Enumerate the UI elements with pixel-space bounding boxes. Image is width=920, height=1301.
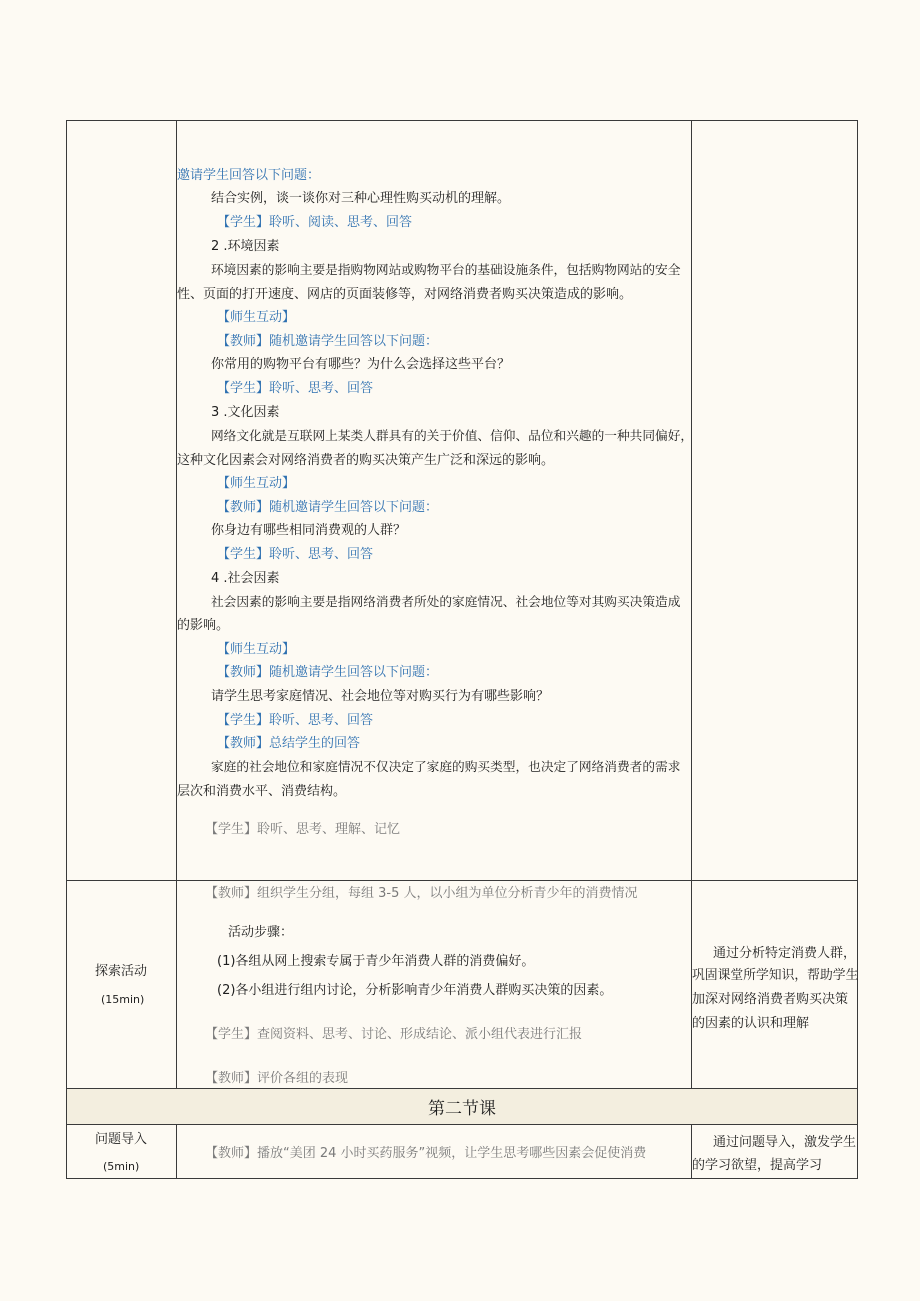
row1-line-22: 请学生思考家庭情况、社会地位等对购买行为有哪些影响？ xyxy=(211,689,550,704)
row2-intent-line-1: 巩固课堂所学知识，帮助学生 xyxy=(692,968,859,983)
row-divider-1 xyxy=(67,880,857,881)
row1-line-13: 【师生互动】 xyxy=(217,476,296,491)
row1-line-0: 邀请学生回答以下问题： xyxy=(177,168,321,183)
section-header-title: 第二节课 xyxy=(428,1099,496,1119)
row1-line-7: 【教师】随机邀请学生回答以下问题： xyxy=(217,334,439,349)
row1-line-11: 网络文化就是互联网上某类人群具有的关于价值、信仰、品位和兴趣的一种共同偏好， xyxy=(211,428,694,443)
row1-line-9: 【学生】聆听、思考、回答 xyxy=(217,381,374,396)
stage-time-explore: (15min) xyxy=(101,993,145,1006)
row2-line-1: 活动步骤： xyxy=(228,925,294,940)
row1-line-21: 【教师】随机邀请学生回答以下问题： xyxy=(217,665,439,680)
row2-line-3: (2)各小组进行组内讨论，分析影响青少年消费人群购买决策的因素。 xyxy=(217,983,613,998)
row3-intent-line-1: 的学习欲望，提高学习 xyxy=(692,1158,823,1173)
row3-intent-line-0: 通过问题导入，激发学生 xyxy=(713,1135,857,1150)
stage-label-explore: 探索活动 xyxy=(95,964,148,979)
row1-line-24: 【教师】总结学生的回答 xyxy=(217,736,361,751)
row1-line-27: 【学生】聆听、思考、理解、记忆 xyxy=(205,822,401,837)
row1-line-5: 性、页面的打开速度、网店的页面装修等，对网络消费者购买决策造成的影响。 xyxy=(177,287,633,302)
row2-line-0: 【教师】组织学生分组，每组 3-5 人，以小组为单位分析青少年的消费情况 xyxy=(205,886,638,901)
row1-line-20: 【师生互动】 xyxy=(217,642,296,657)
column-divider-1 xyxy=(176,121,177,1089)
row1-line-6: 【师生互动】 xyxy=(217,310,296,325)
row2-line-5: 【教师】评价各组的表现 xyxy=(205,1071,349,1086)
row2-line-4: 【学生】查阅资料、思考、讨论、形成结论、派小组代表进行汇报 xyxy=(205,1027,583,1042)
row1-line-15: 你身边有哪些相同消费观的人群？ xyxy=(211,523,407,538)
stage-label-intro: 问题导入 xyxy=(95,1132,148,1147)
row3-line: 【教师】播放“美团 24 小时买药服务”视频，让学生思考哪些因素会促使消费 xyxy=(205,1146,647,1161)
row2-line-2: (1)各组从网上搜索专属于青少年消费人群的消费偏好。 xyxy=(217,954,535,969)
row1-line-19: 的影响。 xyxy=(177,618,230,633)
column-divider-1b xyxy=(176,1124,177,1179)
row1-line-2: 【学生】聆听、阅读、思考、回答 xyxy=(217,215,413,230)
row1-line-26: 层次和消费水平、消费结构。 xyxy=(177,784,347,799)
row1-line-23: 【学生】聆听、思考、回答 xyxy=(217,713,374,728)
row-divider-3 xyxy=(67,1124,857,1125)
row1-line-12: 这种文化因素会对网络消费者的购买决策产生广泛和深远的影响。 xyxy=(177,453,555,468)
row2-intent-line-0: 通过分析特定消费人群， xyxy=(713,946,857,961)
row1-line-25: 家庭的社会地位和家庭情况不仅决定了家庭的购买类型，也决定了网络消费者的需求 xyxy=(211,759,681,774)
column-divider-2 xyxy=(691,121,692,1089)
row1-line-14: 【教师】随机邀请学生回答以下问题： xyxy=(217,500,439,515)
row1-line-16: 【学生】聆听、思考、回答 xyxy=(217,547,374,562)
row1-line-17: 4 .社会因素 xyxy=(211,571,280,586)
row1-line-8: 你常用的购物平台有哪些？为什么会选择这些平台？ xyxy=(211,357,511,372)
row1-line-3: 2 .环境因素 xyxy=(211,239,280,254)
row2-intent-line-3: 的因素的认识和理解 xyxy=(692,1016,810,1031)
stage-time-intro: (5min) xyxy=(103,1160,140,1173)
row1-line-10: 3 .文化因素 xyxy=(211,405,280,420)
row1-line-4: 环境因素的影响主要是指购物网站或购物平台的基础设施条件，包括购物网站的安全 xyxy=(211,262,681,277)
row1-line-1: 结合实例，谈一谈你对三种心理性购买动机的理解。 xyxy=(211,191,511,206)
row1-line-18: 社会因素的影响主要是指网络消费者所处的家庭情况、社会地位等对其购买决策造成 xyxy=(211,594,681,609)
row2-intent-line-2: 加深对网络消费者购买决策 xyxy=(692,992,849,1007)
lesson-plan-table xyxy=(66,120,858,1179)
